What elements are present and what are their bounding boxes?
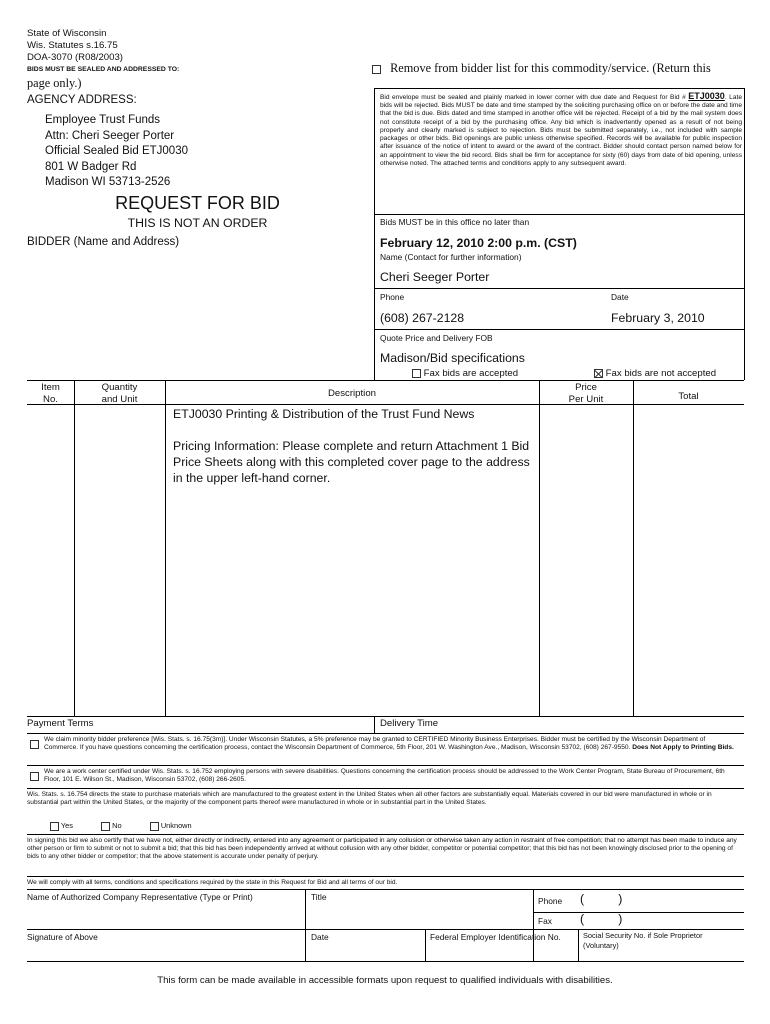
fein-label: Federal Employer Identification No. [430, 932, 561, 942]
minority-preference: We claim minority bidder preference [Wis. Stats. s. 16.75(3m)]. Under Wisconsin Statutes, a 5% preference may be granted to CERTIFIED Minority Business Enterprises. Bidder must be certified by the Wisconsin Department of Commerce. If you have questions concerning the certification process, contact the Wisconsin Department of Commerce, 5th Floor, 201 W. Washington Ave., Madison, Wisconsin 53702, (608) 267-9550. [44, 736, 706, 752]
phone-label: Phone [380, 292, 405, 302]
rep-title-label: Title [311, 892, 327, 902]
yes-checkbox[interactable] [50, 822, 59, 831]
agency-line: Employee Trust Funds [45, 114, 161, 126]
delivery-time-label: Delivery Time [380, 718, 439, 729]
col-price: Price Per Unit [568, 382, 604, 405]
bid-number: ETJ0030 [688, 91, 725, 101]
unknown-checkbox[interactable] [150, 822, 159, 831]
fax-accepted-checkbox[interactable] [412, 369, 421, 378]
form-id: DOA-3070 (R08/2003) [27, 51, 123, 63]
due-label: Bids MUST be in this office no later than [380, 217, 530, 227]
col-description: Description [328, 388, 376, 399]
quote-value: Madison/Bid specifications [380, 351, 525, 365]
rep-fax-field[interactable]: ( ) [580, 912, 623, 926]
agency-line: Attn: Cheri Seeger Porter [45, 129, 175, 142]
manufacture-options [50, 821, 192, 831]
agency-line: Madison WI 53713-2526 [45, 176, 171, 189]
agency-line: 801 W Badger Rd [45, 160, 137, 173]
description-pricing: Pricing Information: Please complete and return Attachment 1 Bid Price Sheets along with this completed cover page to the address in the upper left-hand corner. [173, 438, 530, 485]
quote-label: Quote Price and Delivery FOB [380, 333, 493, 343]
remove-from-list [372, 61, 711, 77]
unknown-label: Unknown [160, 821, 192, 830]
minority-note: Does Not Apply to Printing Bids. [632, 744, 734, 752]
no-checkbox[interactable] [101, 822, 110, 831]
contact-label: Name (Contact for further information) [380, 252, 522, 262]
contact-phone: (608) 267-2128 [380, 311, 465, 325]
statutes: Wis. Statutes s.16.75 [27, 39, 118, 51]
signature-date-label: Date [311, 932, 329, 942]
agency-address-label: AGENCY ADDRESS: [27, 94, 137, 106]
instructions-pre: Bid envelope must be sealed and plainly marked in lower corner with due date and Request for Bid # [380, 94, 686, 101]
col-quantity: Quantity and Unit [101, 382, 138, 405]
fax-not-accepted [594, 368, 716, 380]
description-cell [173, 407, 533, 487]
minority-checkbox-wrap [30, 736, 39, 754]
signature-label: Signature of Above [27, 932, 98, 942]
yes-label: Yes [60, 821, 73, 830]
no-label: No [112, 821, 122, 830]
bidder-label: BIDDER (Name and Address) [27, 236, 180, 248]
fax-not-accepted-label: Fax bids are not accepted [605, 368, 717, 379]
remove-checkbox[interactable] [372, 65, 381, 74]
comply-text: We will comply with all terms, conditions and specifications required by the state in this Request for Bid and all terms of our bid. [27, 879, 398, 886]
fax-accepted [412, 368, 518, 380]
remove-text: Remove from bidder list for this commodity/service. (Return this [390, 61, 711, 75]
state-name: State of Wisconsin [27, 28, 107, 39]
work-center-checkbox-wrap [30, 768, 39, 786]
agency-address [45, 113, 188, 191]
not-an-order: THIS IS NOT AN ORDER [127, 216, 268, 230]
rep-phone-label: Phone [538, 896, 563, 906]
accessibility-footer: This form can be made available in accessible formats upon request to qualified individuals with disabilities. [157, 975, 613, 986]
work-center-text: We are a work center certified under Wis. Stats. s. 16.752 employing persons with severe disabilities. Questions concerning the certification process should be addressed to the Work Center Program, State Bureau of Procurement, 6th Floor, 101 E. Wilson St., Madison, Wisconsin 53702, (608) 266-2605. [44, 768, 725, 784]
rep-phone-field[interactable]: ( ) [580, 892, 623, 906]
rep-fax-label: Fax [538, 916, 552, 926]
instructions-post: . Late bids will be rejected. Bids MUST be date and time stamped by the soliciting purchasing office on or before the date and time that the bid is due. Bids dated and time stamped in another office will be rejected. Receipt of a bid by the mail system does not constitute receipt of a bid by the purchasing office. Any bid which is inadvertently opened as a result of not being properly and clearly marked is subject to rejection. Bids must be submitted separately, i.e., not included with sample packages or other bids. Bid openings are public unless otherwise specified. Records will be available for public inspection after issuance of the notice of intent to award or the award of the contract. Bidder should contact person named below for an appointment to view the bid record. Bids shall be firm for acceptance for sixty (60) days from date of bid opening, unless otherwise noted. The attached terms and conditions apply to any subsequent award. [380, 94, 742, 167]
description-title: ETJ0030 Printing & Distribution of the Trust Fund News [173, 407, 475, 421]
col-total: Total [678, 391, 699, 402]
form-header [27, 28, 123, 64]
ssn-label: Social Security No. if Sole Proprietor (Voluntary) [583, 931, 703, 950]
bid-instructions [380, 91, 742, 168]
us-manufacture-text: Wis. Stats. s. 16.754 directs the state to purchase materials which are manufactured to the greatest extent in the United States when all other factors are substantially equal. Materials covered in our bid were manufactured in whole or in substantial part within the United States, or the majority of the component parts thereof were manufactured in whole or in substantial part in the United States. [27, 791, 712, 807]
collusion-text: In signing this bid we also certify that we have not, either directly or indirectly, entered into any agreement or participated in any collusion or otherwise taken any action in restraint of free competition; that no attempt has been made to induce any other person or firm to submit or not to submit a bid; that this bid has been independently arrived at without collusion with any other bidder, competitor or potential competitor; that this bid has not been knowingly disclosed prior to the opening of bids to any other bidder or competitor; that the above statement is accurate under penalty of perjury. [27, 837, 737, 861]
fax-not-accepted-checkbox[interactable] [594, 369, 603, 378]
date-label: Date [611, 292, 629, 302]
page-title: REQUEST FOR BID [115, 193, 280, 213]
rep-name-label: Name of Authorized Company Representative (Type or Print) [27, 892, 253, 902]
minority-checkbox[interactable] [30, 740, 39, 749]
bids-must-label: BIDS MUST BE SEALED AND ADDRESSED TO: [27, 66, 180, 73]
payment-terms-label: Payment Terms [27, 718, 94, 729]
minority-preference-text [44, 736, 740, 752]
agency-line: Official Sealed Bid ETJ0030 [45, 145, 188, 158]
fax-accepted-label: Fax bids are accepted [423, 368, 519, 379]
col-item: Item No. [41, 382, 60, 405]
contact-name: Cheri Seeger Porter [380, 270, 490, 284]
due-date: February 12, 2010 2:00 p.m. (CST) [380, 236, 577, 250]
issue-date: February 3, 2010 [611, 311, 705, 325]
remove-text-cont: page only.) [27, 76, 82, 90]
work-center-checkbox[interactable] [30, 772, 39, 781]
